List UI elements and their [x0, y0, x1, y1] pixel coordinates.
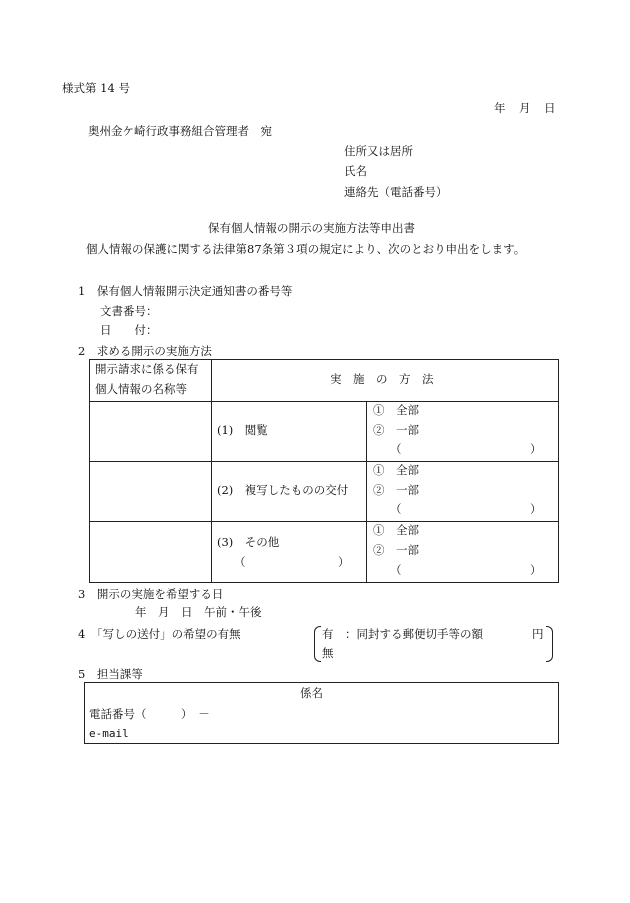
row3-method-paren-open: （	[234, 555, 246, 569]
section3-heading: 3 開示の実施を希望する日	[78, 587, 224, 601]
applicant-contact-label: 連絡先（電話番号）	[344, 185, 448, 199]
form-number: 様式第 14 号	[62, 81, 130, 95]
date-day-label: 日	[544, 101, 556, 115]
section1-heading: 1 保有個人情報開示決定通知書の番号等	[78, 284, 293, 298]
row2-paren-open: （	[390, 502, 402, 516]
date-year-label: 年	[494, 101, 506, 115]
row1-paren-close: ）	[530, 442, 542, 456]
row3-method-paren-close: ）	[338, 555, 350, 569]
date-month-label: 月	[519, 101, 531, 115]
table-header-left-line2: 個人情報の名称等	[95, 382, 187, 396]
row2-option-all: ① 全部	[373, 463, 419, 477]
document-number-label: 文書番号：	[100, 304, 158, 318]
table-header-left-line1: 開示請求に係る保有	[95, 362, 199, 376]
row3-paren-close: ）	[530, 563, 542, 577]
left-bracket	[314, 626, 321, 662]
send-copy-no-line: 無	[322, 646, 334, 660]
method-row2-label: (2) 複写したものの交付	[217, 483, 349, 497]
section2-heading: 2 求める開示の実施方法	[78, 344, 212, 358]
row1-paren-open: （	[390, 442, 402, 456]
row2-option-partial: ② 一部	[373, 483, 419, 497]
row3-option-partial: ② 一部	[373, 543, 419, 557]
section4-heading: 4 「写しの送付」の希望の有無	[78, 627, 241, 641]
section-name-label: 係名	[300, 686, 323, 700]
send-copy-yes-line: 有 ：同封する郵便切手等の額	[322, 627, 483, 641]
yen-label: 円	[532, 627, 544, 641]
phone-number-label: 電話番号（ ） －	[89, 707, 210, 721]
method-row1-label: (1) 閲覧	[217, 423, 268, 437]
right-bracket	[546, 626, 553, 662]
row3-option-all: ① 全部	[373, 523, 419, 537]
applicant-address-label: 住所又は居所	[344, 144, 413, 158]
row3-paren-open: （	[390, 563, 402, 577]
applicant-name-label: 氏名	[344, 164, 367, 178]
row1-option-all: ① 全部	[373, 403, 419, 417]
document-date-label: 日 付：	[100, 323, 158, 337]
page-title: 保有個人情報の開示の実施方法等申出書	[208, 221, 415, 235]
preferred-date-line: 年 月 日 午前・午後	[135, 605, 262, 619]
intro-text: 個人情報の保護に関する法律第87条第３項の規定により、次のとおり申出をします。	[86, 242, 526, 256]
table-header-right: 実 施 の 方 法	[330, 372, 434, 386]
row2-paren-close: ）	[530, 502, 542, 516]
section5-heading: 5 担当課等	[78, 667, 143, 681]
addressee: 奥州金ケ崎行政事務組合管理者 宛	[88, 124, 272, 138]
email-label: e-mail	[89, 727, 129, 740]
method-row3-label: (3) その他	[217, 535, 280, 549]
row1-option-partial: ② 一部	[373, 423, 419, 437]
